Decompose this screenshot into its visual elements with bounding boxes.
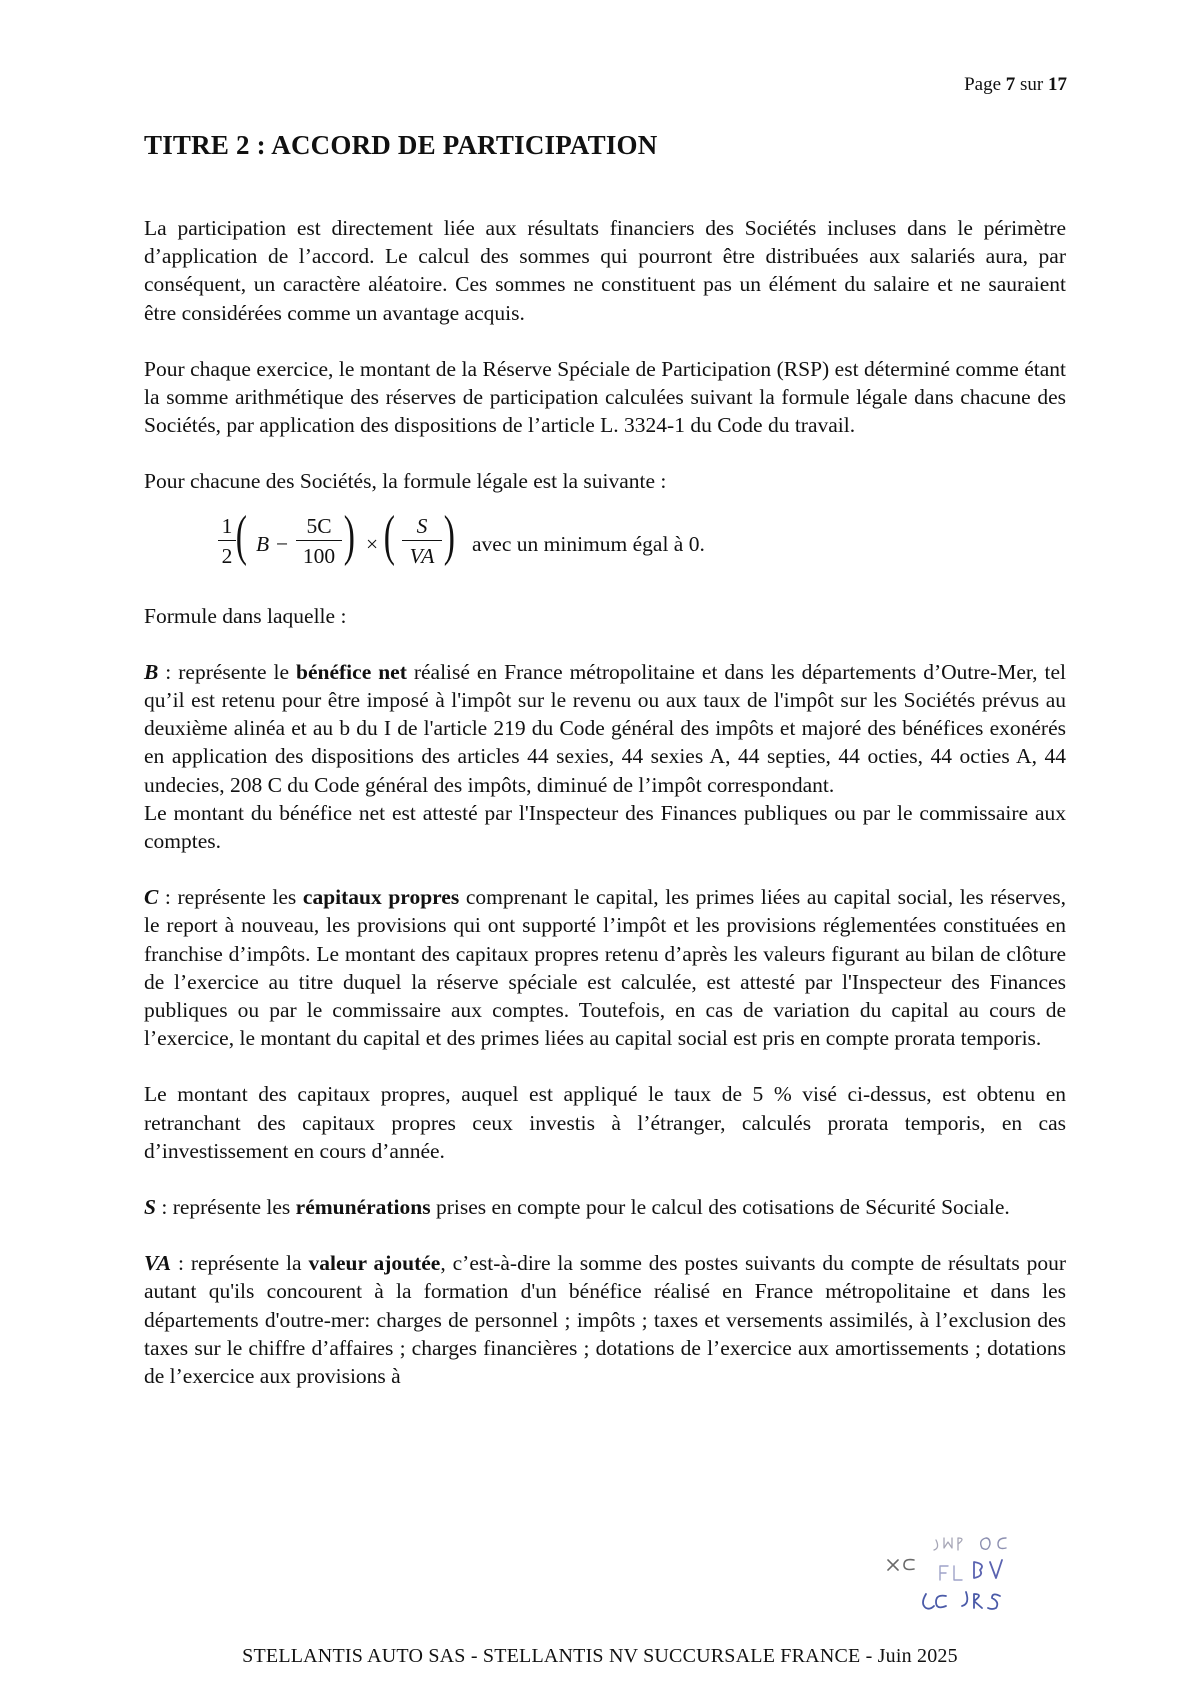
formula-minus: − [276,531,289,556]
participation-formula [218,504,1066,586]
term-c: C [144,885,159,910]
initials-signatures [880,1530,1040,1626]
b-term: bénéfice net [296,659,407,684]
formula-c-fraction [296,512,342,571]
s-term: rémunérations [295,1195,431,1220]
half-numerator: 1 [218,512,236,541]
s-numerator: S [402,512,442,541]
c-pre: : représente les [158,885,303,910]
page-title: TITRE 2 : ACCORD DE PARTICIPATION [144,130,658,160]
s-pre: : représente les [155,1195,296,1220]
paren-close-2: ) [443,504,455,567]
paragraph-capitaux-etranger: Le montant des capitaux propres, auquel est appliqué le taux de 5 % visé ci-dessus, est obtenu en retranchant des capitaux propres ceux investis à l’étranger, calculés prorata temporis, en cas d’investissement en cours d’année. [144,1082,1066,1163]
paragraph-intro: La participation est directement liée aux résultats financiers des Sociétés incluses dans le périmètre d’application de l’accord. Le calcul des sommes qui pourront être distribuées aux salariés aura, par conséquent, un caractère aléatoire. Ces sommes ne constituent pas un élément du salaire et ne sauraient être considérées comme un avantage acquis. [144,216,1066,325]
page-current: 7 [1005,74,1016,95]
va-post: , c’est-à-dire la somme des postes suivants du compte de résultats pour autant qu'ils concourent à la formation d'un bénéfice réalisé en France métropolitaine et dans les départements d'outre-mer: charges de personnel ; impôts ; taxes et versements assimilés, à l’exclusion des taxes sur le chiffre d’affaires ; charges financières ; dotations de l’exercice aux amortissements ; dotations de l’exercice aux provisions à [144,1251,1067,1389]
c-post: comprenant le capital, les primes liées au capital social, les réserves, le report à nouveau, les provisions qui ont supporté l’impôt et les provisions réglementées constituées en franchise d’impôts. Le montant des capitaux propres retenu d’après les valeurs figurant au bilan de clôture de l’exercice au titre duquel la réserve spéciale est calculée, est attesté par l'Inspecteur des Finances publiques ou par le commissaire aux comptes. Toutefois, en cas de variation du capital au cours de l’exercice, le montant du capital et des primes liées au capital social est pris en compte prorata temporis. [144,885,1067,1051]
page-sep: sur [1020,74,1044,95]
formula-b: B [256,531,270,556]
c-term: capitaux propres [302,885,460,910]
page-number [964,74,1067,96]
paren-open-2: ( [383,504,395,567]
page-total: 17 [1048,74,1067,95]
formula-s-fraction [402,512,442,571]
b-post: réalisé en France métropolitaine et dans les départements d’Outre-Mer, tel qu’il est retenu pour être imposé à l'impôt sur le revenu ou aux taux de l'impôt sur les Sociétés prévus au deuxième alinéa et au b du I de l'article 219 du Code général des impôts et majoré des bénéfices exonérés en application des dispositions des articles 44 sexies, 44 sexies A, 44 septies, 44 octies, 44 octies A, 44 undecies, 208 C du Code général des impôts, diminué de l’impôt correspondant. [144,659,1066,797]
paren-close-1: ) [343,504,355,567]
formula-times: × [366,531,379,556]
definition-b [144,658,1066,799]
va-term: valeur ajoutée [308,1251,441,1276]
b-pre: : représente le [158,659,297,684]
definition-b-attestation: Le montant du bénéfice net est attesté par l'Inspecteur des Finances publiques ou par le commissaire aux comptes. [144,800,1066,854]
term-b: B [144,659,159,684]
va-pre: : représente la [171,1251,309,1276]
definition-va [144,1249,1066,1390]
half-denominator: 2 [221,543,233,568]
definition-s [144,1193,1066,1221]
c-denominator: 100 [302,543,336,568]
formula-suffix: avec un minimum égal à 0. [472,531,705,556]
term-va: VA [144,1251,172,1276]
c-numerator: 5C [296,512,342,541]
page-footer: STELLANTIS AUTO SAS - STELLANTIS NV SUCCURSALE FRANCE - Juin 2025 [242,1645,958,1667]
term-s: S [144,1195,156,1220]
paren-open-1: ( [235,504,247,567]
page-prefix: Page [964,74,1002,95]
definition-c [144,883,1066,1052]
document-body [144,214,1066,1418]
s-denominator: VA [409,543,435,568]
formula-half [218,512,236,571]
paragraph-formula-intro: Pour chacune des Sociétés, la formule légale est la suivante : [144,469,667,494]
s-post: prises en compte pour le calcul des cotisations de Sécurité Sociale. [430,1195,1010,1220]
paragraph-rsp: Pour chaque exercice, le montant de la Réserve Spéciale de Participation (RSP) est déterminé comme étant la somme arithmétique des réserves de participation calculées suivant la formule légale dans chacune des Sociétés, par application des dispositions de l’article L. 3324-1 du Code du travail. [144,356,1066,438]
paragraph-formula-legend: Formule dans laquelle : [144,603,347,628]
